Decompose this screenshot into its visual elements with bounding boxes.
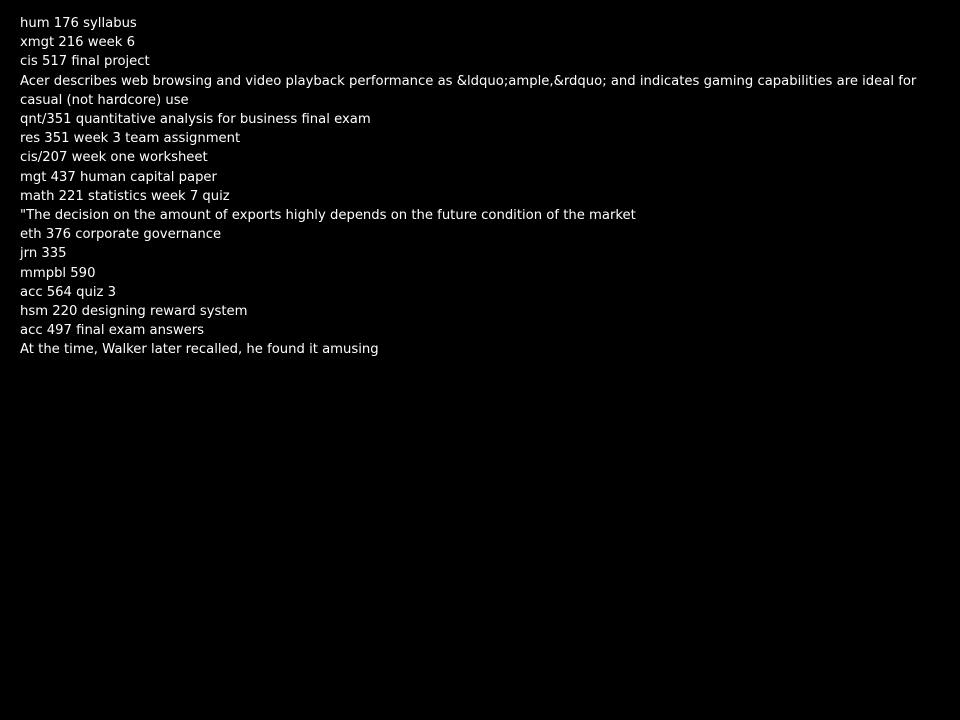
text-line: jrn 335 <box>20 246 67 262</box>
text-line: mgt 437 human capital paper <box>20 169 217 185</box>
text-line: hsm 220 designing reward system <box>20 304 248 320</box>
text-line: acc 497 final exam answers <box>20 323 205 339</box>
text-line: acc 564 quiz 3 <box>20 284 117 300</box>
text-line: xmgt 216 week 6 <box>20 35 135 51</box>
text-line-list <box>20 14 925 360</box>
text-line: mmpbl 590 <box>20 265 96 281</box>
text-line: qnt/351 quantitative analysis for business final exam <box>20 112 371 128</box>
text-line: math 221 statistics week 7 quiz <box>20 188 230 204</box>
text-line: hum 176 syllabus <box>20 16 137 31</box>
text-line: Acer describes web browsing and video playback performance as &ldquo;ample,&rdquo; and indicates gaming capabilities are ideal for casual (not hardcore) use <box>20 73 917 108</box>
text-line: cis/207 week one worksheet <box>20 150 208 166</box>
text-line: cis 517 final project <box>20 54 150 70</box>
text-line: "The decision on the amount of exports highly depends on the future condition of the market <box>20 208 636 224</box>
text-line: At the time, Walker later recalled, he found it amusing <box>20 342 379 358</box>
text-line: res 351 week 3 team assignment <box>20 131 241 147</box>
text-line: eth 376 corporate governance <box>20 227 222 243</box>
